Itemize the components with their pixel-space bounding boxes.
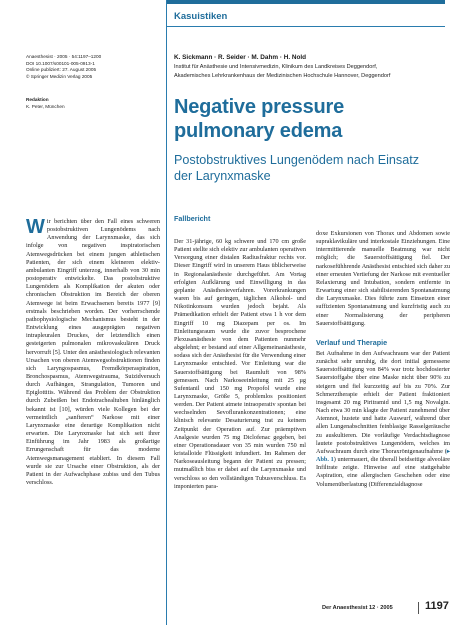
title-line: Negative pressure [174, 96, 345, 118]
affiliation-line: Institut für Anästhesie und Intensivmedizin, Klinikum des Landkreises Deggendorf, [174, 64, 378, 70]
body-column-1 [26, 218, 160, 487]
section-label: Kasuistiken [174, 11, 228, 22]
course-paragraph-end: ) untermauert, die überall beidseitige alveoläre Infiltrate zeigte. Hinweise auf eine stattgehabte Aspiration, eine allergischen Geschehen oder eine Volumenüberlastung (Differenzialdiagnose [316, 456, 450, 488]
body-column-2 [174, 238, 306, 491]
header-bar [166, 0, 445, 4]
journal-footer: Der Anaesthesist 12 · 2005 [322, 605, 393, 611]
drop-cap: W [26, 216, 45, 238]
redaktion-name: K. Peter, München [26, 103, 65, 109]
meta-line: © Springer Medizin Verlag 2005 [26, 73, 93, 79]
footer-divider [418, 602, 419, 614]
figure-reference-label: Abb. 1 [316, 456, 334, 464]
heading-fallbericht: Fallbericht [174, 214, 211, 223]
course-paragraph: Bei Aufnahme in den Aufwachraum war der Patient zunächst sehr unruhig, die dort initial gemessene Sauerstoffsättigung von 84% war trotz hochdosierter Sauerstoffgabe über eine Maske nicht über 90% zu steigern und fiel kurzzeitig auf bis zu 70%. Zur Schmerztherapie erhielt der Patient fraktioniert insgesamt 20 mg Piritramid und 1,5 mg Novalgin. Nach etwa 30 min klagte der Patient zunehmend über Atemnot, hustete und hatte Auswurf, während über allen Lungenabschnitten feinblasige Rasselgeräusche zu auskultieren. Die vorläufige Verdachtsdiagnose lautete postobstruktives Lungenödem, welches im Aufwachraum durch eine Thoraxröntgenaufnahme ( [316, 350, 450, 455]
header-rule [166, 26, 445, 27]
title-line: pulmonary edema [174, 119, 343, 142]
body-column-3-lower [316, 350, 450, 489]
case-paragraph-continued: doxe Exkursionen von Thorax und Abdomen sowie supraklavikuläre und interkostale Einziehungen. Eine intermittierende manuelle Beatmung war nicht möglich; die Sauerstoffsättigung fiel. Der narkosefühhrende Anästhesist entschied sich daher zu einer erneuten Vertiefung der Narkose mit eventueller Relaxierung und Intubation, sondern entfernte in Erwartung einer sich stabilisierenden Spontanatmung die Larynxmaske. Dies führte zum Einsetzen einer suffizienten Spontanatmung und kurzfristig auch zu einer Normalisierung der peripheren Sauerstoffsättigung. [316, 230, 450, 327]
editorial-info [26, 97, 160, 110]
affiliation-line: Akademisches Lehrkrankenhaus der Medizinischen Hochschule Hannover, Deggendorf [174, 72, 391, 79]
case-paragraph: Der 31-jährige, 60 kg schwere und 170 cm große Patient stellte sich elektiv zur ambulanten operativen Versorgung einer distalen Radiusfraktur rechts vor. Dieser Eingriff wird in unserem Haus üblicherweise in Regionalanästhesie durchgeführt. Am Vortag erfolgten Aufklärung und Einwilligung in das geplante Anästhesieverfahren. Vorerkrankungen waren bis auf geringen, täglichen Alkohol- und Nikotinkonsum wurden jedoch bejaht. Als Prämedikation erhielt der Patient etwa 1 h vor dem Eingriff 10 mg Diazepam per os. Im Einleitungsraum wurde die zuvor besprochene Plexusanästhesie von dem Patienten nunmehr abgelehnt; er bestand auf einer Allgemeinanästhesie, sodass sich der Anästhesist für die Verwendung einer Larynxmaske entschied. Vor Einleitung war die Sauerstoffsättigung bei Raumluft von 98% gemessen. Nach Narkoseeinleitung mit 25 µg Sufentanil und 150 mg Propofol wurde eine Larynxmaske, Größe 5, problemlos positioniert werden. Der Patient atmete intraoperativ spontan bei wechselnden Sevoflurankonzentrationen; eine klinisch relevante Desaturierung trat zu keinem Zeitpunkt der Operation auf. Zur präemptiven Analgesie wurden 75 mg Diclofenac gegeben, bei einer Operationsdauer von 35 min wurden 750 ml kristalloide Flüssigkeit infundiert. Im Rahmen der Narkoseausleitung begann der Patient zu pressen; mutmaßlich biss er dabei auf die Larynxmaske und verschloss so den vollständigen Tubusverschluss. Es imponierten para- [174, 238, 306, 490]
meta-line: Online publiziert: 27. August 2005 [26, 67, 97, 73]
article-title [174, 96, 464, 143]
citation-meta [26, 54, 160, 80]
page-number: 1197 [425, 600, 449, 612]
redaktion-label: Redaktion [26, 97, 49, 102]
meta-line: Anaesthesist · 2005 · 54:1197–1200 [26, 54, 102, 59]
heading-verlauf: Verlauf und Therapie [316, 338, 388, 347]
intro-paragraph: ir berichten über den Fall eines schweren postobstruktiven Lungenödems nach Anwendung der Larynxmaske, das sich infolge von negativen inspiratorischen Atemwegsdrücken bei einem jungen athletischen Patienten, der sich einem kleineren elektiv-ambulanten Eingriff unterzog, innerhalb von 30 min postoperativ entwickelte. Das postobstruktive Lungenödem als Komplikation der akuten oder chronischen Obstruktion im Bereich der oberen Atemwege ist beim Erwachsenen bereits 1977 [9] erstmals beschrieben worden. Der vorherrschende pathophysiologische Mechanismus besteht in der Entwicklung eines ausgeprägten negativen intrapleuralen Druckes, der letztendlich einen gesteigerten pulmonalen mikrovaskulären Druck hervorruft [5]. Unter den anästhesiologisch relevanten Ursachen von oberen Atemwegsobstruktionen finden sich Laryngospasmus, Fremdkörperaspiration, Bronchospasmus, Atemwegstrauma, Suizidversuch durch Aufhängen, Strangulation, Tumoren und Epiglottitis. Während das Problem der Obstruktion durch Zubeißen bei Endotrachealtuben hinlänglich bekannt ist [10], würden viele Kollegen bei der vermeintlich „sanfteren“ Narkose mit einer Larynxmaske eine derartige Komplikation nicht erwarten. Die Larynxmaske hat sich seit ihrer Einführung im Jahr 1983 als großartige Errungenschaft für das moderne Atemwegsmanagement etabliert. In diesem Fall wurde sie zur Ursache einer Obstruktion, als der Patient in der Aufwachphase zubiss und den Tubus verschloss. [26, 218, 161, 486]
author-list: K. Sickmann · R. Seider · M. Dahm · H. Nold [174, 54, 307, 61]
body-column-3 [316, 230, 450, 328]
meta-line: DOI 10.1007/s00101-005-0913-1 [26, 60, 95, 66]
subtitle-line: der Larynxmaske [174, 168, 271, 183]
column-divider [166, 0, 167, 625]
subtitle-line: Postobstruktives Lungenödem nach Einsatz [174, 153, 420, 167]
article-subtitle [174, 153, 464, 184]
arrow-icon: ▸ [446, 447, 450, 455]
affiliation [174, 63, 454, 80]
